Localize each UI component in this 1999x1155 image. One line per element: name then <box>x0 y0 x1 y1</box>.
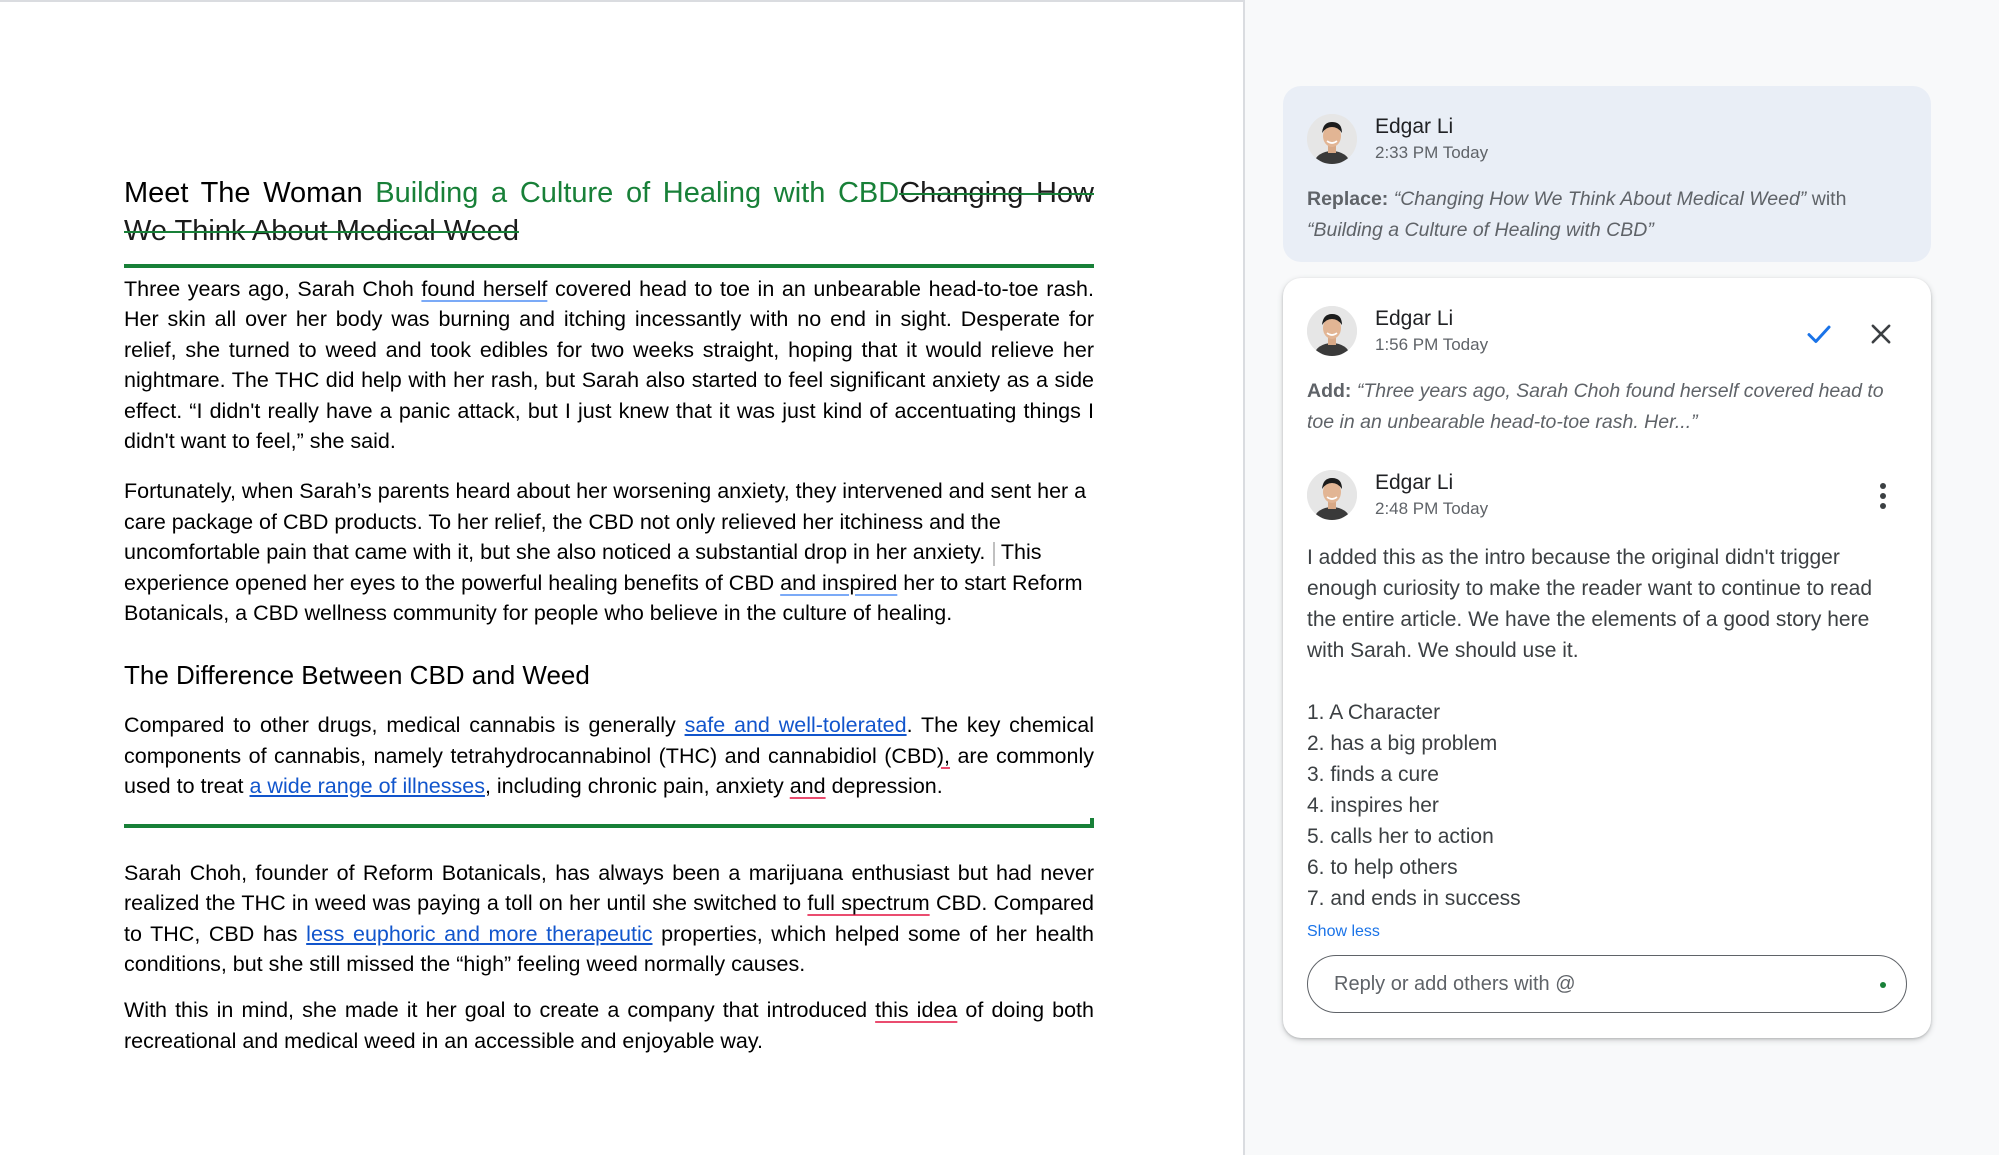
comments-sidebar <box>1245 0 1999 1155</box>
accept-suggestion-button[interactable] <box>1801 316 1837 352</box>
suggestion-text <box>1307 184 1907 246</box>
text-run: are commonly used to treat <box>124 743 1094 799</box>
reply-text: I added this as the intro because the original didn't trigger enough curiosity to make the reader want to continue to read the entire article. We have the elements of a good story here with Sarah. We should use it. <box>1307 546 1873 662</box>
text-run: properties, which helped some of her health conditions, but she still missed the “high” feeling weed normally causes. <box>124 921 1094 976</box>
comment-timestamp: 2:48 PM Today <box>1375 499 1489 518</box>
link-less-euphoric[interactable]: less euphoric and more therapeutic <box>306 921 653 946</box>
suggestion-card-add[interactable] <box>1283 278 1931 1038</box>
comment-author: Edgar Li <box>1375 307 1454 330</box>
avatar-image <box>1307 470 1357 520</box>
text-run: This experience opened her eyes to the powerful healing benefits of CBD <box>124 540 1042 595</box>
link-safe-well-tolerated[interactable]: safe and well-tolerated <box>684 713 907 738</box>
status-dot <box>1880 982 1886 988</box>
suggestion-end-rule <box>124 824 1094 828</box>
close-icon <box>1867 320 1895 348</box>
list-item: 6. to help others <box>1307 856 1458 879</box>
suggestion-label: Replace: <box>1307 188 1389 210</box>
text-run: Compared to other drugs, medical cannabis is generally <box>124 713 685 738</box>
text-run: Three years ago, Sarah Choh <box>124 277 422 301</box>
spelling-suggestion[interactable]: this idea <box>875 998 958 1023</box>
text-run: , including chronic pain, anxiety <box>484 774 790 799</box>
title-prefix: Meet The Woman <box>124 177 376 209</box>
suggestion-added-text: “Three years ago, Sarah Choh found herself covered head to toe in an unbearable head-to-toe rash. Her...” <box>1307 380 1884 433</box>
comment-timestamp: 2:33 PM Today <box>1375 143 1489 162</box>
comment-timestamp: 1:56 PM Today <box>1375 335 1489 354</box>
avatar[interactable] <box>1307 306 1357 356</box>
document-title[interactable] <box>124 174 1094 250</box>
text-run: Fortunately, when Sarah’s parents heard about her worsening anxiety, they intervened and sent her a care package of CBD products. To her relief, the CBD not only relieved her itchiness and the uncomfortable pain that came with it, but she also noticed a substantial drop in her anxiety. <box>124 479 1087 565</box>
text-run: CBD. Compared to THC, CBD has <box>124 891 1095 946</box>
suggestion-label: Add: <box>1307 380 1352 402</box>
suggestion-text <box>1307 376 1907 438</box>
title-suggested-insertion[interactable]: Building a Culture of Healing with CBD <box>375 177 900 209</box>
reply-input[interactable] <box>1307 955 1907 1013</box>
text-run: With this in mind, she made it her goal to create a company that introduced <box>124 998 876 1023</box>
text-run: . The key chemical components of cannabis, namely tetrahydrocannabinol (THC) and cannabidiol (CBD <box>124 713 1094 768</box>
reject-suggestion-button[interactable] <box>1863 316 1899 352</box>
paragraph-relief[interactable] <box>124 476 1094 628</box>
spelling-suggestion[interactable]: and <box>789 774 826 799</box>
text-run: depression. <box>825 774 943 799</box>
list-item: 1. A Character <box>1307 701 1441 724</box>
avatar[interactable] <box>1307 114 1357 164</box>
check-icon <box>1804 319 1834 349</box>
title-suggested-deletion[interactable]: Changing How We Think About Medical Weed <box>124 177 1094 247</box>
text-run: covered head to toe in an unbearable head-to-toe rash. Her skin all over her body was burning and itching incessantly with no end in sight. Desperate for relief, she turned to weed and took edibles for two weeks straight, hoping that it would relieve her nightmare. The THC did help with her rash, but Sarah also started to feel significant anxiety as a side effect. “I didn't really have a panic attack, but I just knew that it was just kind of accentuating things I didn't want to feel,” she said. <box>124 277 1094 454</box>
comment-author: Edgar Li <box>1375 115 1454 138</box>
paragraph-intro[interactable] <box>124 274 1094 456</box>
paragraph-difference[interactable] <box>124 710 1094 801</box>
reply-list <box>1307 697 1907 914</box>
more-options-button[interactable] <box>1871 478 1895 514</box>
text-run: of doing both recreational and medical weed in an accessible and enjoyable way. <box>124 998 1094 1053</box>
grammar-suggestion[interactable]: found herself <box>421 277 548 301</box>
suggestion-from: “Changing How We Think About Medical Weed” <box>1393 188 1807 210</box>
paragraph-goal[interactable] <box>124 995 1094 1056</box>
avatar-image <box>1307 306 1357 356</box>
list-item: 2. has a big problem <box>1307 732 1498 755</box>
comment-reply[interactable] <box>1307 470 1907 945</box>
list-item: 5. calls her to action <box>1307 825 1494 848</box>
suggestion-to: “Building a Culture of Healing with CBD” <box>1307 219 1654 241</box>
suggestion-with: with <box>1811 188 1847 210</box>
text-run: her to start Reform Botanicals, a CBD wellness community for people who believe in the culture of healing. <box>124 570 1083 626</box>
avatar[interactable] <box>1307 470 1357 520</box>
grammar-suggestion[interactable]: and inspired <box>780 570 898 595</box>
more-vert-icon <box>1879 482 1887 510</box>
spelling-suggestion[interactable]: full spectrum <box>807 891 930 916</box>
comment-author: Edgar Li <box>1375 471 1454 494</box>
reply-body <box>1307 542 1907 945</box>
comment-header <box>1307 114 1907 174</box>
comment-header <box>1307 306 1907 366</box>
avatar-image <box>1307 114 1357 164</box>
section-heading[interactable]: The Difference Between CBD and Weed <box>124 660 590 691</box>
document-content[interactable] <box>124 174 1094 1056</box>
spelling-suggestion[interactable]: ), <box>936 743 950 768</box>
list-item: 3. finds a cure <box>1307 763 1439 786</box>
paragraph-founder[interactable] <box>124 858 1094 980</box>
suggestion-card-replace[interactable] <box>1283 86 1931 262</box>
text-cursor <box>993 542 995 566</box>
link-wide-range-illnesses[interactable]: a wide range of illnesses <box>249 774 485 799</box>
text-run: Sarah Choh, founder of Reform Botanicals, has always been a marijuana enthusiast but had never realized the THC in weed was paying a toll on her until she switched to <box>124 860 1094 916</box>
reply-input-placeholder: Reply or add others with @ <box>1334 972 1576 995</box>
suggested-added-section[interactable] <box>124 264 1094 828</box>
show-less-link[interactable]: Show less <box>1307 923 1380 940</box>
original-content[interactable] <box>124 858 1094 1056</box>
comment-header <box>1307 470 1907 530</box>
list-item: 4. inspires her <box>1307 794 1439 817</box>
list-item: 7. and ends in success <box>1307 887 1521 910</box>
